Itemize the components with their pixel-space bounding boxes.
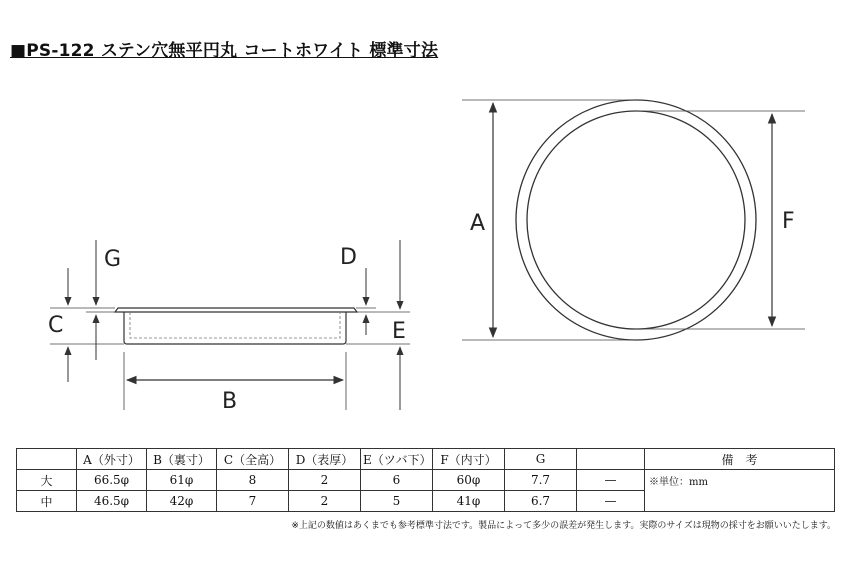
table-cell: 41φ	[433, 491, 505, 512]
dimension-c	[48, 268, 68, 382]
page-title: ■PS-122 ステン穴無平円丸 コートホワイト 標準寸法	[10, 41, 439, 61]
table-cell: —	[577, 470, 645, 491]
dimension-b	[127, 380, 343, 414]
table-cell: 6.7	[505, 491, 577, 512]
table-cell: 7.7	[505, 470, 577, 491]
label-c: C	[48, 313, 64, 338]
table-cell: 61φ	[147, 470, 217, 491]
header-cell-remarks: 備 考	[645, 449, 835, 470]
dimension-e	[392, 240, 406, 410]
label-g: G	[104, 247, 122, 272]
header-cell: G	[505, 449, 577, 470]
header-cell: B（裏寸）	[147, 449, 217, 470]
header-cell: A（外寸）	[77, 449, 147, 470]
table-cell: 5	[361, 491, 433, 512]
table-cell: 7	[217, 491, 289, 512]
table-cell: 8	[217, 470, 289, 491]
label-f: F	[782, 209, 795, 234]
label-b: B	[222, 389, 238, 414]
dimension-f	[772, 114, 795, 326]
header-cell: D（表厚）	[289, 449, 361, 470]
header-cell: F（内寸）	[433, 449, 505, 470]
table-cell: 2	[289, 470, 361, 491]
table-cell: 2	[289, 491, 361, 512]
table-cell: 6	[361, 470, 433, 491]
header-cell	[577, 449, 645, 470]
size-cell: 大	[17, 470, 77, 491]
table-row	[17, 470, 835, 491]
label-e: E	[392, 319, 406, 344]
header-cell: C（全高）	[217, 449, 289, 470]
side-view	[115, 308, 357, 344]
label-a: A	[470, 211, 486, 236]
table-cell: —	[577, 491, 645, 512]
footnote: ※上記の数値はあくまでも参考標準寸法です。製品によって多少の誤差が発生します。実際のサイズは現物の採寸をお願いいたします。	[291, 521, 836, 531]
top-view	[516, 100, 756, 340]
remarks-cell: ※単位：mm	[645, 470, 835, 512]
table-header-row	[17, 449, 835, 470]
table-cell: 46.5φ	[77, 491, 147, 512]
table-cell: 42φ	[147, 491, 217, 512]
size-cell: 中	[17, 491, 77, 512]
table-cell: 66.5φ	[77, 470, 147, 491]
dimension-g	[86, 240, 121, 360]
label-d: D	[340, 245, 357, 270]
spec-table	[16, 448, 835, 512]
header-cell	[17, 449, 77, 470]
table-cell: 60φ	[433, 470, 505, 491]
dimension-a	[470, 103, 493, 337]
header-cell: E（ツバ下）	[361, 449, 433, 470]
